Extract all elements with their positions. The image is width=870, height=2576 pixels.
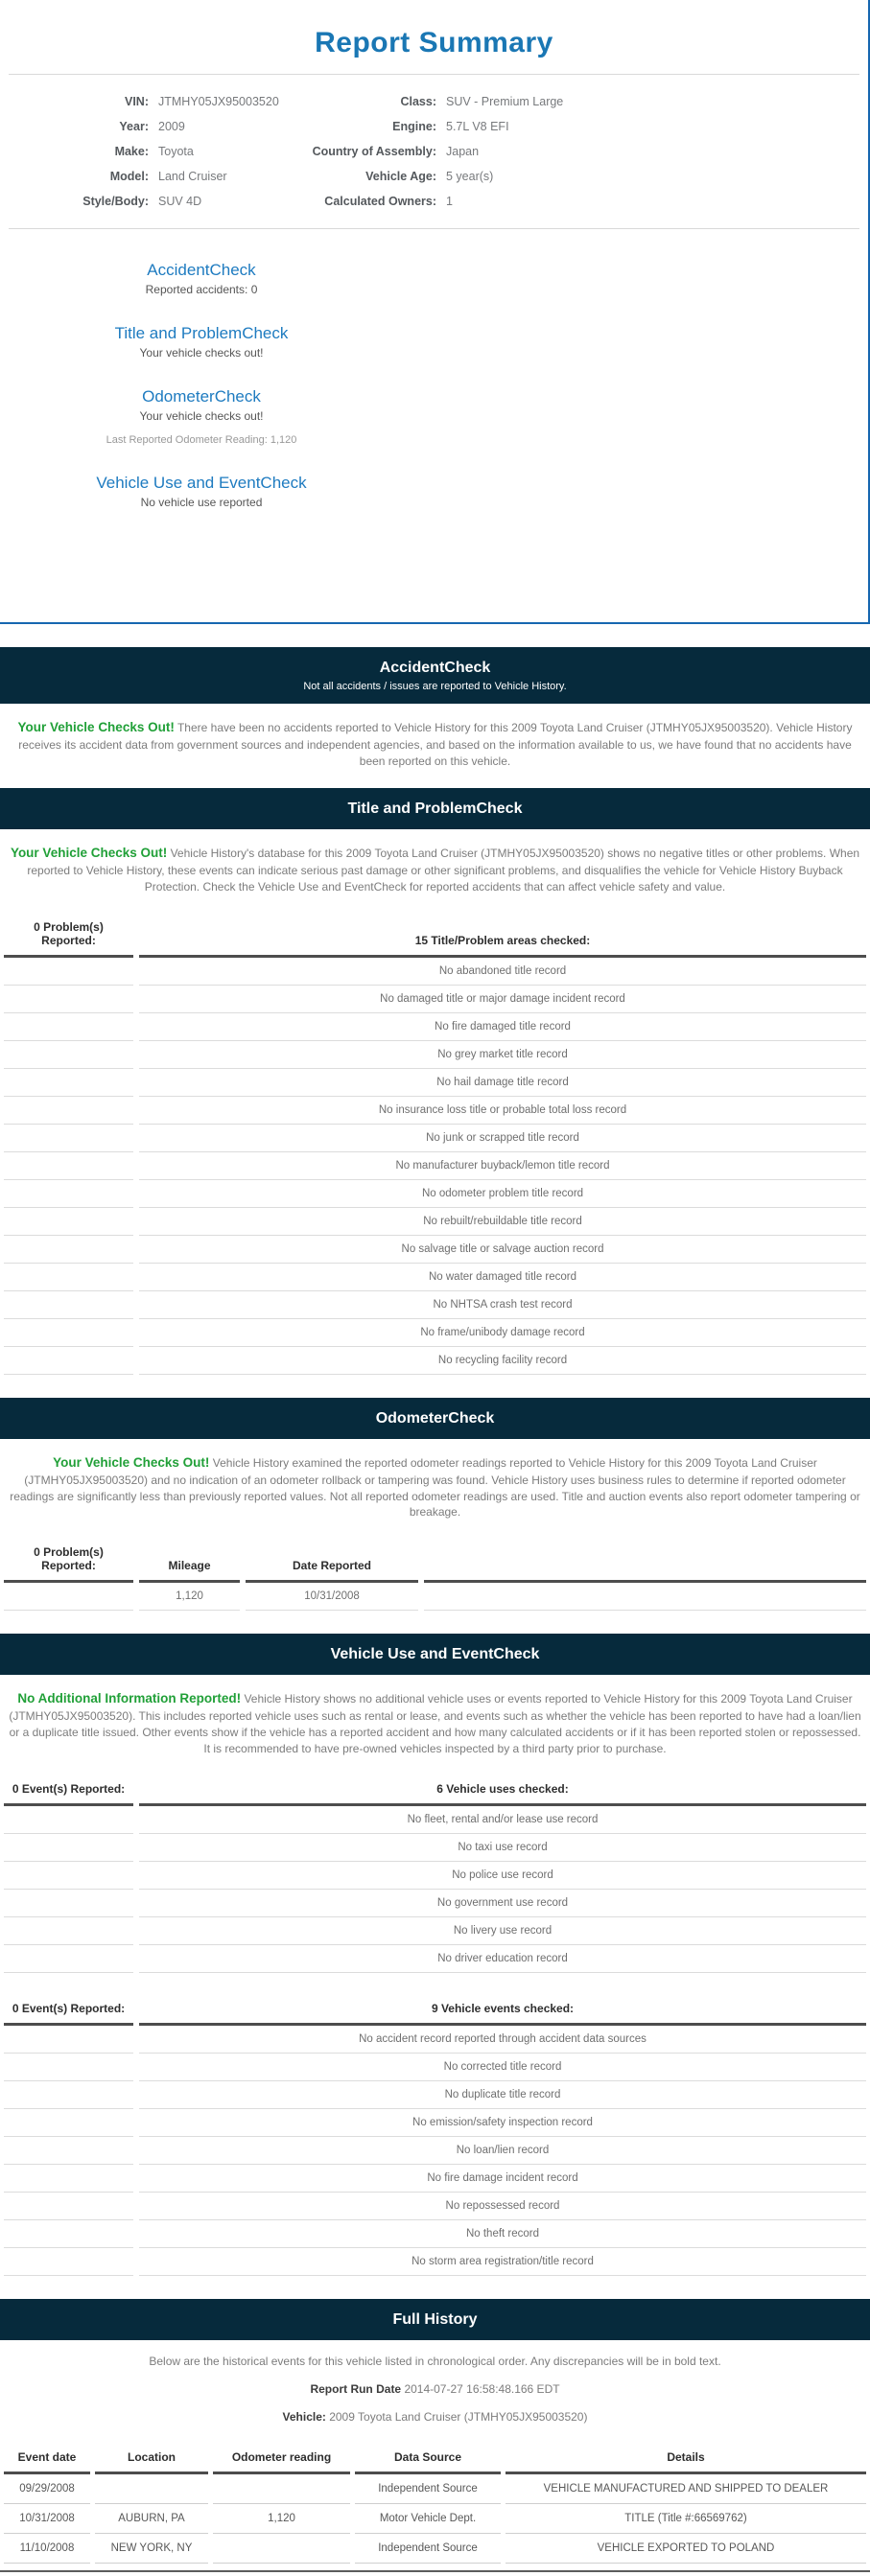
col-header-problems-reported: 0 Problem(s) Reported:: [4, 1540, 133, 1583]
title-problemcheck-status: Your vehicle checks out!: [139, 346, 264, 360]
check-item: No police use record: [139, 1862, 866, 1890]
table-row: [4, 1862, 866, 1890]
check-item: No abandoned title record: [139, 958, 866, 986]
table-row: [4, 1347, 866, 1375]
field-value: 2009: [158, 120, 185, 133]
empty-cell: [4, 1862, 133, 1890]
bottom-rule: [0, 2570, 870, 2572]
check-item: No storm area registration/title record: [139, 2248, 866, 2276]
table-row: [4, 1890, 866, 1917]
table-row: [4, 958, 866, 986]
table-row: [4, 1013, 866, 1041]
field-value: 5 year(s): [446, 170, 494, 183]
table-row: [4, 1125, 866, 1152]
section-title: Full History: [392, 2310, 478, 2328]
odometer-reading: 1,120: [213, 2504, 350, 2534]
summary-links: [0, 244, 403, 509]
check-item: No driver education record: [139, 1945, 866, 1973]
col-header-problems-reported: 0 Problem(s) Reported:: [4, 915, 133, 958]
check-item: No damaged title or major damage incident record: [139, 986, 866, 1013]
check-item: No salvage title or salvage auction record: [139, 1236, 866, 1264]
empty-cell: [4, 1125, 133, 1152]
col-header-events-checked: 9 Vehicle events checked:: [139, 1996, 866, 2026]
vehicle-use-section-header: [0, 1634, 870, 1675]
table-row: [4, 1208, 866, 1236]
empty-cell: [4, 1152, 133, 1180]
title-problemcheck-section-header: [0, 788, 870, 829]
table-row: [4, 1291, 866, 1319]
title-problem-table: [4, 915, 866, 1375]
vehicle-line: [0, 2410, 870, 2424]
full-history-section-header: [0, 2299, 870, 2340]
empty-cell: [4, 2081, 133, 2109]
vehicle-use-eventcheck-link[interactable]: Vehicle Use and EventCheck: [96, 474, 307, 492]
history-row: [4, 2534, 866, 2564]
table-row: [4, 2109, 866, 2137]
accidentcheck-section-header: [0, 647, 870, 704]
check-item: No fire damaged title record: [139, 1013, 866, 1041]
check-item: No fire damage incident record: [139, 2165, 866, 2193]
vehicle-info-row: [0, 189, 868, 214]
summary-link-titlecheck-item: [0, 324, 403, 360]
table-header-row: [4, 2445, 866, 2474]
table-row: [4, 1319, 866, 1347]
table-header-row: [4, 915, 866, 958]
field-value: Toyota: [158, 145, 194, 158]
vehicle-info-row: [0, 114, 868, 139]
field-label: Vehicle Age:: [365, 170, 436, 183]
col-header-event-date: Event date: [4, 2445, 90, 2474]
data-source: Independent Source: [355, 2534, 501, 2564]
last-odometer-reading: Last Reported Odometer Reading: 1,120: [106, 434, 297, 446]
report-run-date-line: [0, 2382, 870, 2396]
field-value: SUV - Premium Large: [446, 95, 564, 108]
check-item: No theft record: [139, 2220, 866, 2248]
check-item: No taxi use record: [139, 1834, 866, 1862]
vehicle-info-row: [0, 89, 868, 114]
vehicle-value: 2009 Toyota Land Cruiser (JTMHY05JX95003520): [325, 2409, 588, 2424]
field-value: Japan: [446, 145, 480, 158]
status-lead: No Additional Information Reported!: [17, 1691, 242, 1706]
col-header-areas-checked: 15 Title/Problem areas checked:: [139, 928, 866, 958]
table-header-row: [4, 1996, 866, 2026]
check-item: No recycling facility record: [139, 1347, 866, 1375]
table-header-row: [4, 1540, 866, 1583]
col-header-events-reported: 0 Event(s) Reported:: [4, 1776, 133, 1806]
empty-cell: [4, 1236, 133, 1264]
divider: [9, 74, 859, 75]
vehicle-label: Vehicle:: [282, 2409, 326, 2424]
check-item: No junk or scrapped title record: [139, 1125, 866, 1152]
mileage-value: 1,120: [139, 1583, 240, 1611]
location: AUBURN, PA: [95, 2504, 208, 2534]
table-row: [4, 2193, 866, 2220]
empty-cell: [4, 1583, 133, 1611]
section-title: Vehicle Use and EventCheck: [330, 1646, 540, 1663]
col-header-data-source: Data Source: [355, 2445, 501, 2474]
section-title: OdometerCheck: [375, 1409, 495, 1427]
check-item: No insurance loss title or probable total loss record: [139, 1097, 866, 1125]
field-label: Calculated Owners:: [324, 195, 436, 208]
vehicle-info-row: [0, 164, 868, 189]
table-row: [4, 986, 866, 1013]
accidentcheck-paragraph: [6, 719, 864, 769]
section-title: AccidentCheck: [379, 660, 491, 676]
empty-cell: [4, 2137, 133, 2165]
history-row: [4, 2504, 866, 2534]
empty-cell: [4, 1180, 133, 1208]
status-lead: Your Vehicle Checks Out!: [53, 1454, 210, 1470]
col-header-uses-checked: 6 Vehicle uses checked:: [139, 1776, 866, 1806]
summary-link-vehicleuse-item: [0, 474, 403, 509]
empty-cell: [4, 1097, 133, 1125]
check-item: No hail damage title record: [139, 1069, 866, 1097]
empty-cell: [424, 1583, 866, 1611]
check-item: No NHTSA crash test record: [139, 1291, 866, 1319]
history-table: [4, 2445, 866, 2564]
table-row: [4, 1945, 866, 1973]
paragraph-text: Vehicle History's database for this 2009 Toyota Land Cruiser (JTMHY05JX95003520) shows no negative titles or other problems. When reported to Vehicle History, these events can indicate serious past damage or other significant problems, and disqualifies the vehicle for Vehicle History Buyback Protection. Check the Vehicle Use and EventCheck for reported accidents that can affect vehicle safety and value.: [27, 847, 860, 894]
event-date: 10/31/2008: [4, 2504, 90, 2534]
odometercheck-paragraph: [6, 1454, 864, 1520]
col-header-empty: [424, 1566, 866, 1583]
field-label: Class:: [400, 95, 436, 108]
summary-link-odometercheck-item: [0, 387, 403, 446]
check-item: No livery use record: [139, 1917, 866, 1945]
divider: [9, 228, 859, 229]
field-value: JTMHY05JX95003520: [158, 95, 279, 108]
field-label: Year:: [119, 120, 149, 133]
check-item: No rebuilt/rebuildable title record: [139, 1208, 866, 1236]
field-label: Model:: [109, 170, 149, 183]
field-value: Land Cruiser: [158, 170, 227, 183]
page-title: Report Summary: [315, 27, 553, 58]
table-row: [4, 1069, 866, 1097]
check-item: No duplicate title record: [139, 2081, 866, 2109]
table-row: [4, 1806, 866, 1834]
col-header-mileage: Mileage: [139, 1553, 240, 1583]
empty-cell: [4, 2248, 133, 2276]
check-item: No repossessed record: [139, 2193, 866, 2220]
odometer-reading: [213, 2474, 350, 2504]
table-row: [4, 2137, 866, 2165]
vehicle-info-grid: [0, 89, 868, 214]
table-header-row: [4, 1776, 866, 1806]
table-row: [4, 1041, 866, 1069]
vehicle-use-paragraph: [6, 1690, 864, 1756]
event-date: 11/10/2008: [4, 2534, 90, 2564]
odometer-reading: [213, 2534, 350, 2564]
title-problemcheck-link[interactable]: Title and ProblemCheck: [114, 324, 289, 342]
col-header-events-reported: 0 Event(s) Reported:: [4, 1996, 133, 2026]
odometercheck-link[interactable]: OdometerCheck: [142, 387, 261, 406]
check-item: No grey market title record: [139, 1041, 866, 1069]
table-row: [4, 2026, 866, 2054]
accidentcheck-status: Reported accidents: 0: [145, 283, 258, 296]
vehicle-info-row: [0, 139, 868, 164]
col-header-date-reported: Date Reported: [246, 1553, 418, 1583]
table-row: [4, 1917, 866, 1945]
empty-cell: [4, 1291, 133, 1319]
vehicle-use-eventcheck-status: No vehicle use reported: [140, 496, 263, 509]
empty-cell: [4, 1041, 133, 1069]
details: TITLE (Title #:66569762): [506, 2504, 866, 2534]
col-header-location: Location: [95, 2445, 208, 2474]
report-run-date-value: 2014-07-27 16:58:48.166 EDT: [401, 2381, 560, 2396]
status-lead: Your Vehicle Checks Out!: [10, 846, 168, 861]
check-item: No corrected title record: [139, 2054, 866, 2081]
empty-cell: [4, 2220, 133, 2248]
report-run-date-label: Report Run Date: [310, 2381, 402, 2396]
details: VEHICLE MANUFACTURED AND SHIPPED TO DEALER: [506, 2474, 866, 2504]
empty-cell: [4, 1945, 133, 1973]
table-row: [4, 1236, 866, 1264]
check-item: No water damaged title record: [139, 1264, 866, 1291]
table-row: [4, 2081, 866, 2109]
title-problemcheck-paragraph: [6, 845, 864, 894]
date-reported-value: 10/31/2008: [246, 1583, 418, 1611]
section-subtitle: Not all accidents / issues are reported to Vehicle History.: [303, 681, 567, 692]
check-item: No manufacturer buyback/lemon title record: [139, 1152, 866, 1180]
check-item: No odometer problem title record: [139, 1180, 866, 1208]
report-summary-box: [0, 0, 870, 624]
odometercheck-status: Your vehicle checks out!: [139, 409, 264, 423]
field-value: SUV 4D: [158, 195, 202, 208]
empty-cell: [4, 986, 133, 1013]
empty-cell: [4, 1917, 133, 1945]
empty-cell: [4, 1834, 133, 1862]
field-value: 1: [446, 195, 453, 208]
accidentcheck-link[interactable]: AccidentCheck: [147, 261, 256, 279]
empty-cell: [4, 1208, 133, 1236]
field-label: VIN:: [125, 95, 149, 108]
empty-cell: [4, 1347, 133, 1375]
check-item: No frame/unibody damage record: [139, 1319, 866, 1347]
empty-cell: [4, 958, 133, 986]
table-row: [4, 2248, 866, 2276]
paragraph-text: There have been no accidents reported to Vehicle History for this 2009 Toyota Land Cruiser (JTMHY05JX95003520). Vehicle History receives its accident data from government sources and independent agencies, and based on the information available to us, we have found that no accidents have been reported on this vehicle.: [18, 721, 853, 768]
check-item: No fleet, rental and/or lease use record: [139, 1806, 866, 1834]
empty-cell: [4, 2109, 133, 2137]
empty-cell: [4, 2165, 133, 2193]
odometer-table: [4, 1540, 866, 1611]
data-source: Motor Vehicle Dept.: [355, 2504, 501, 2534]
check-item: No loan/lien record: [139, 2137, 866, 2165]
table-row: [4, 1180, 866, 1208]
empty-cell: [4, 1319, 133, 1347]
empty-cell: [4, 1264, 133, 1291]
table-row: [4, 2220, 866, 2248]
location: [95, 2474, 208, 2504]
col-header-odometer-reading: Odometer reading: [213, 2445, 350, 2474]
empty-cell: [4, 2054, 133, 2081]
table-row: [4, 1097, 866, 1125]
table-row: [4, 2165, 866, 2193]
field-label: Engine:: [392, 120, 436, 133]
field-label: Style/Body:: [82, 195, 149, 208]
field-value: 5.7L V8 EFI: [446, 120, 509, 133]
col-header-details: Details: [506, 2445, 866, 2474]
field-label: Country of Assembly:: [312, 145, 436, 158]
empty-cell: [4, 1013, 133, 1041]
location: NEW YORK, NY: [95, 2534, 208, 2564]
table-row: [4, 1583, 866, 1611]
section-title: Title and ProblemCheck: [347, 801, 523, 818]
table-row: [4, 2054, 866, 2081]
empty-cell: [4, 2026, 133, 2054]
empty-cell: [4, 1806, 133, 1834]
check-item: No accident record reported through accident data sources: [139, 2026, 866, 2054]
empty-cell: [4, 1069, 133, 1097]
field-label: Make:: [114, 145, 149, 158]
check-item: No government use record: [139, 1890, 866, 1917]
full-history-intro: Below are the historical events for this vehicle listed in chronological order. Any discrepancies will be in bold text.: [149, 2354, 721, 2368]
data-source: Independent Source: [355, 2474, 501, 2504]
paragraph-text: Vehicle History shows no additional vehicle uses or events reported to Vehicle History for this 2009 Toyota Land Cruiser (JTMHY05JX95003520). This includes reported vehicle uses such as rental or lease, and events such as whether the vehicle has been reported to have had a loan/lien or a duplicate title issued. Other events show if the vehicle has a reported accident and how many calculated accidents or if it has been reported stolen or repossessed. It is recommended to have pre-owned vehicles inspected by a third party prior to purchase.: [9, 1692, 861, 1755]
empty-cell: [4, 2193, 133, 2220]
empty-cell: [4, 1890, 133, 1917]
history-row: [4, 2474, 866, 2504]
odometercheck-section-header: [0, 1398, 870, 1439]
event-date: 09/29/2008: [4, 2474, 90, 2504]
paragraph-text: Vehicle History examined the reported odometer readings reported to Vehicle History for this 2009 Toyota Land Cruiser (JTMHY05JX95003520) and no indication of an odometer rollback or tampering was found. Vehicle History uses business rules to determine if reported odometer readings are significantly less than previously reported values. Not all reported odometer readings are used. Title and auction events also report odometer tampering or breakage.: [10, 1455, 860, 1520]
check-item: No emission/safety inspection record: [139, 2109, 866, 2137]
table-row: [4, 1834, 866, 1862]
table-row: [4, 1152, 866, 1180]
table-row: [4, 1264, 866, 1291]
summary-link-accidentcheck-item: [0, 261, 403, 296]
vehicle-events-table: [4, 1996, 866, 2276]
status-lead: Your Vehicle Checks Out!: [17, 720, 175, 734]
vehicle-uses-table: [4, 1776, 866, 1973]
details: VEHICLE EXPORTED TO POLAND: [506, 2534, 866, 2564]
